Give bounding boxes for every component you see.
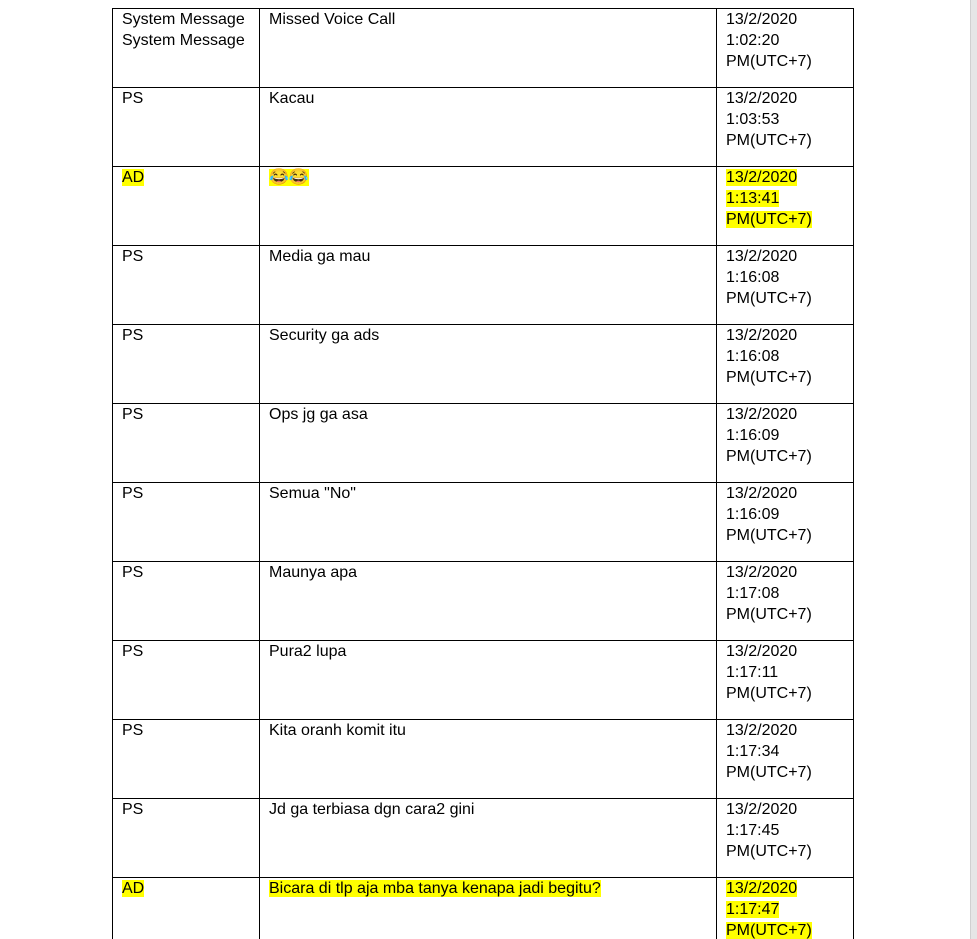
message-cell xyxy=(260,246,717,325)
sender-cell xyxy=(113,562,260,641)
timestamp-cell xyxy=(717,562,854,641)
timestamp-part: 1:13:41 xyxy=(726,190,780,207)
timestamp-part: 1:17:11 xyxy=(726,664,779,681)
timestamp-part: 13/2/2020 xyxy=(726,169,798,186)
timestamp-part: PM(UTC+7) xyxy=(726,369,812,386)
sender-name: AD xyxy=(122,880,145,897)
timestamp-cell xyxy=(717,483,854,562)
sender-name: AD xyxy=(122,169,145,186)
message-text: Kacau xyxy=(269,90,315,107)
sender-name: PS xyxy=(122,801,144,818)
timestamp-cell xyxy=(717,246,854,325)
table-row xyxy=(113,562,854,641)
message-text: Kita oranh komit itu xyxy=(269,722,406,739)
message-cell xyxy=(260,325,717,404)
table-row xyxy=(113,799,854,878)
message-text: Semua "No" xyxy=(269,485,356,502)
table-row xyxy=(113,88,854,167)
timestamp-part: 1:17:47 xyxy=(726,901,780,918)
sender-name: PS xyxy=(122,643,144,660)
timestamp-cell xyxy=(717,878,854,939)
timestamp-part: PM(UTC+7) xyxy=(726,685,812,702)
table-row xyxy=(113,641,854,720)
message-text: Jd ga terbiasa dgn cara2 gini xyxy=(269,801,475,818)
sender-name: PS xyxy=(122,406,144,423)
timestamp-part: 1:17:45 xyxy=(726,822,780,839)
chat-log-table xyxy=(112,8,854,939)
sender-cell xyxy=(113,641,260,720)
message-text: Security ga ads xyxy=(269,327,380,344)
message-text: Ops jg ga asa xyxy=(269,406,368,423)
sender-cell xyxy=(113,878,260,939)
timestamp-part: PM(UTC+7) xyxy=(726,211,812,228)
message-text: Maunya apa xyxy=(269,564,358,581)
timestamp-part: 13/2/2020 xyxy=(726,248,798,265)
message-text: Media ga mau xyxy=(269,248,371,265)
message-cell xyxy=(260,562,717,641)
sender-cell xyxy=(113,404,260,483)
timestamp-part: 1:17:34 xyxy=(726,743,780,760)
sender-cell xyxy=(113,9,260,88)
timestamp-part: 13/2/2020 xyxy=(726,327,798,344)
sender-cell xyxy=(113,246,260,325)
table-row xyxy=(113,246,854,325)
timestamp-part: 13/2/2020 xyxy=(726,722,798,739)
timestamp-part: PM(UTC+7) xyxy=(726,843,812,860)
table-row xyxy=(113,167,854,246)
sender-cell xyxy=(113,167,260,246)
message-cell xyxy=(260,483,717,562)
table-row xyxy=(113,9,854,88)
timestamp-part: PM(UTC+7) xyxy=(726,527,812,544)
timestamp-part: 1:17:08 xyxy=(726,585,780,602)
timestamp-part: PM(UTC+7) xyxy=(726,764,812,781)
sender-name: PS xyxy=(122,248,144,265)
sender-cell xyxy=(113,799,260,878)
sender-cell xyxy=(113,325,260,404)
sender-name: System Message xyxy=(122,11,245,28)
message-cell xyxy=(260,167,717,246)
timestamp-part: 13/2/2020 xyxy=(726,564,798,581)
timestamp-part: 1:03:53 xyxy=(726,111,780,128)
message-cell xyxy=(260,9,717,88)
timestamp-part: PM(UTC+7) xyxy=(726,290,812,307)
timestamp-part: 1:16:08 xyxy=(726,348,780,365)
timestamp-part: 1:16:09 xyxy=(726,427,780,444)
message-text: Pura2 lupa xyxy=(269,643,347,660)
timestamp-part: 13/2/2020 xyxy=(726,90,798,107)
sender-name: PS xyxy=(122,327,144,344)
message-text: Missed Voice Call xyxy=(269,11,396,28)
table-row xyxy=(113,404,854,483)
timestamp-part: PM(UTC+7) xyxy=(726,606,812,623)
table-row xyxy=(113,720,854,799)
message-cell xyxy=(260,799,717,878)
page-edge xyxy=(970,0,977,939)
message-cell xyxy=(260,404,717,483)
sender-cell xyxy=(113,720,260,799)
timestamp-part: 13/2/2020 xyxy=(726,643,798,660)
timestamp-part: 13/2/2020 xyxy=(726,801,798,818)
message-text: Bicara di tlp aja mba tanya kenapa jadi begitu? xyxy=(269,880,601,897)
message-text: 😂😂 xyxy=(269,169,309,186)
timestamp-part: 1:16:09 xyxy=(726,506,780,523)
sender-name: PS xyxy=(122,485,144,502)
message-cell xyxy=(260,878,717,939)
sender-name: System Message xyxy=(122,32,245,49)
timestamp-part: 1:02:20 xyxy=(726,32,780,49)
sender-cell xyxy=(113,483,260,562)
message-cell xyxy=(260,641,717,720)
timestamp-part: PM(UTC+7) xyxy=(726,53,812,70)
timestamp-part: PM(UTC+7) xyxy=(726,132,812,149)
sender-name: PS xyxy=(122,564,144,581)
table-row xyxy=(113,325,854,404)
timestamp-part: 13/2/2020 xyxy=(726,880,798,897)
timestamp-cell xyxy=(717,404,854,483)
timestamp-part: 13/2/2020 xyxy=(726,11,798,28)
timestamp-part: 1:16:08 xyxy=(726,269,780,286)
chat-log-body xyxy=(113,9,854,939)
timestamp-part: 13/2/2020 xyxy=(726,406,798,423)
sender-name: PS xyxy=(122,90,144,107)
table-row xyxy=(113,483,854,562)
timestamp-part: PM(UTC+7) xyxy=(726,448,812,465)
message-cell xyxy=(260,88,717,167)
table-row xyxy=(113,878,854,939)
timestamp-part: 13/2/2020 xyxy=(726,485,798,502)
sender-cell xyxy=(113,88,260,167)
timestamp-cell xyxy=(717,167,854,246)
timestamp-part: PM(UTC+7) xyxy=(726,922,812,939)
message-cell xyxy=(260,720,717,799)
timestamp-cell xyxy=(717,325,854,404)
sender-name: PS xyxy=(122,722,144,739)
timestamp-cell xyxy=(717,9,854,88)
timestamp-cell xyxy=(717,88,854,167)
timestamp-cell xyxy=(717,799,854,878)
timestamp-cell xyxy=(717,720,854,799)
timestamp-cell xyxy=(717,641,854,720)
